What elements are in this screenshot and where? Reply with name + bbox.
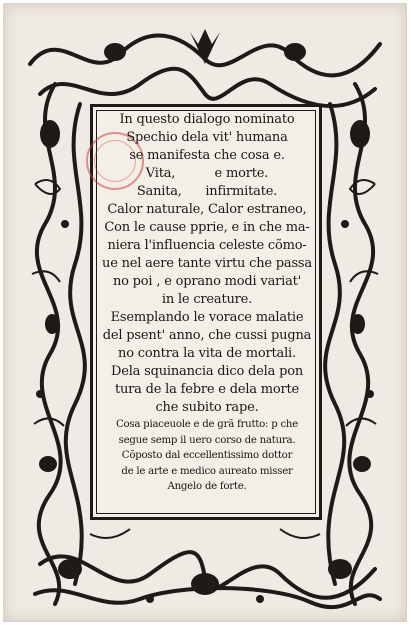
colophon-line: segue semp il uero corso de natura. xyxy=(118,434,296,446)
title-line: in le creature. xyxy=(161,292,253,307)
title-line: niera l'influencia celeste cõmo- xyxy=(107,238,307,253)
title-line: Sanita, infirmitate. xyxy=(136,184,278,199)
book-page xyxy=(3,3,407,622)
title-text-block xyxy=(95,111,319,495)
title-line: no poi , e oprano modi variat' xyxy=(112,274,302,289)
colophon-line: Cosa piaceuole e de grã frutto: p che xyxy=(115,419,299,430)
colophon-line: Angelo de forte. xyxy=(167,481,247,492)
title-line: Spechio dela vit' humana xyxy=(126,130,288,145)
title-line: tura de la febre e dela morte xyxy=(114,382,300,397)
title-line: del psent' anno, che cussi pugna xyxy=(102,328,312,343)
title-line: Calor naturale, Calor estraneo, xyxy=(107,202,307,217)
title-line: che subito rape. xyxy=(155,400,259,415)
title-line: se manifesta che cosa e. xyxy=(129,148,285,163)
title-line: no contra la vita de mortali. xyxy=(118,346,296,361)
title-line: In questo dialogo nominato xyxy=(119,112,295,127)
title-line: Vita, e morte. xyxy=(145,166,269,181)
title-line: Esemplando le vorace malatie xyxy=(110,310,304,325)
colophon-line: Cõposto dal eccellentissimo dottor xyxy=(121,450,293,461)
title-line: ue nel aere tante virtu che passa xyxy=(102,256,312,271)
title-line: Con le cause pprie, e in che ma- xyxy=(104,220,310,235)
colophon-line: de le arte e medico aureato misser xyxy=(121,465,293,477)
title-line: Dela squinancia dico dela pon xyxy=(111,364,303,379)
